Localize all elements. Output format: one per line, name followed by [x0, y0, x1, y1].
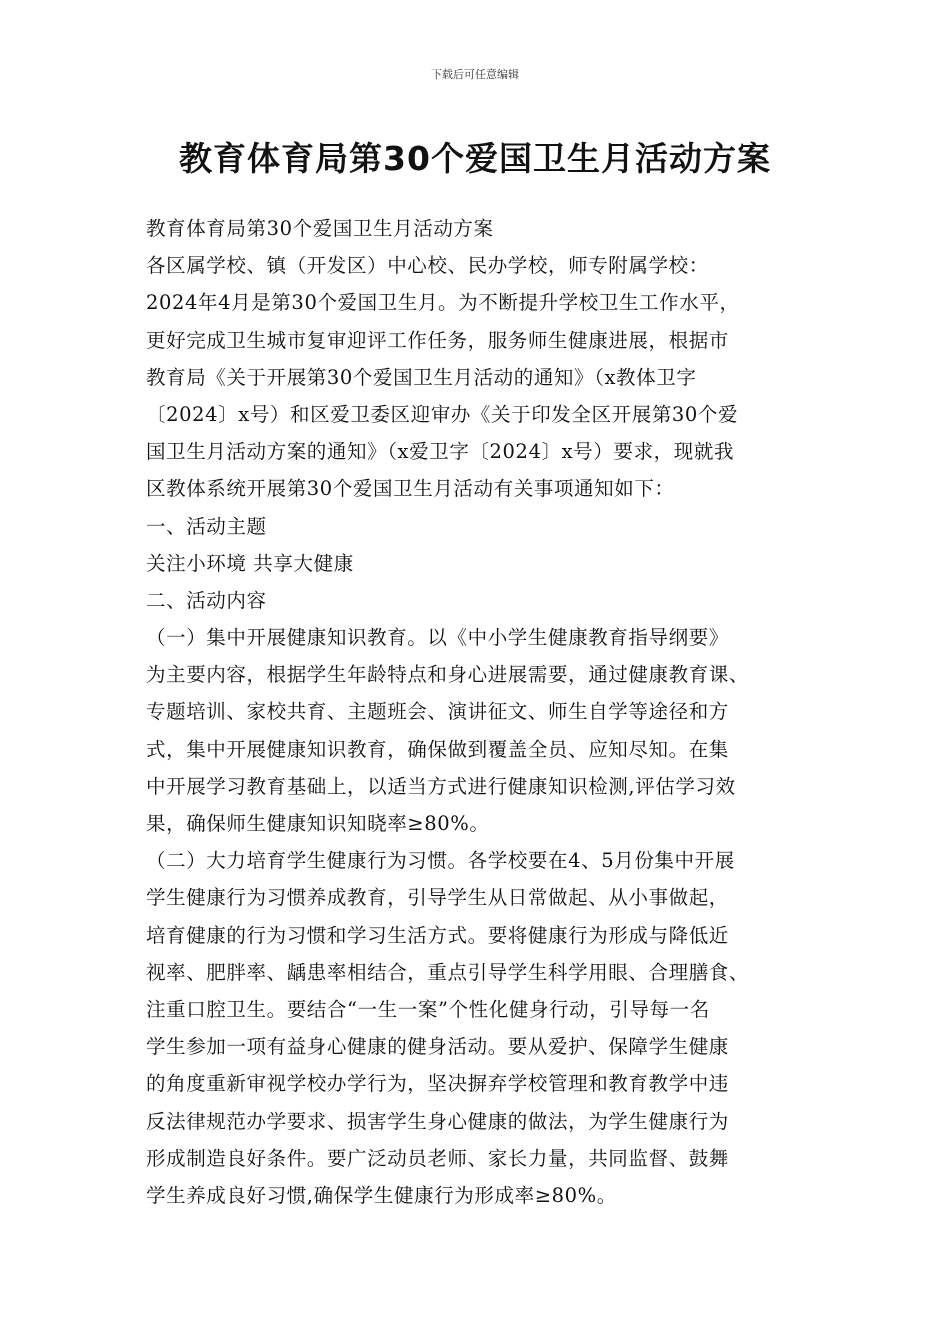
header-note: 下载后可任意编辑: [431, 68, 519, 81]
text-line: 专题培训、家校共育、主题班会、演讲征文、师生自学等途径和方: [146, 700, 729, 724]
text-line: 反法律规范办学要求、损害学生身心健康的做法，为学生健康行为: [146, 1109, 729, 1133]
text-line: 区教体系统开展第30个爱国卫生月活动有关事项通知如下：: [146, 477, 675, 501]
text-line: 的角度重新审视学校办学行为，坚决摒弃学校管理和教育教学中违: [146, 1072, 729, 1096]
text-line: 学生健康行为习惯养成教育，引导学生从日常做起、从小事做起，: [146, 886, 729, 910]
text-line: 教育体育局第30个爱国卫生月活动方案: [146, 217, 494, 240]
text-line: （二）大力培育学生健康行为习惯。各学校要在4、5月份集中开展: [146, 849, 735, 873]
text-line: 式，集中开展健康知识教育，确保做到覆盖全员、应知尽知。在集: [146, 737, 729, 761]
text-line: 视率、肥胖率、龋患率相结合，重点引导学生科学用眼、合理膳食、: [146, 960, 750, 984]
text-line: 关注小环境 共享大健康: [146, 551, 354, 575]
text-line: 果，确保师生健康知识知晓率≥80%。: [146, 812, 490, 835]
text-line: 更好完成卫生城市复审迎评工作任务，服务师生健康进展，根据市: [146, 328, 729, 352]
text-line: （一）集中开展健康知识教育。以《中小学生健康教育指导纲要》: [146, 626, 729, 650]
text-line: 学生养成良好习惯,确保学生健康行为形成率≥80%。: [146, 1183, 617, 1207]
text-line: 国卫生月活动方案的通知》（x爱卫字〔2024〕x号）要求，现就我: [146, 440, 735, 464]
text-line: 〔2024〕x号）和区爱卫委区迎审办《关于印发全区开展第30个爱: [146, 402, 739, 426]
text-line: 培育健康的行为习惯和学习生活方式。要将健康行为形成与降低近: [146, 923, 729, 947]
text-line: 各区属学校、镇（开发区）中心校、民办学校，师专附属学校：: [146, 254, 709, 278]
text-line: 为主要内容，根据学生年龄特点和身心进展需要，通过健康教育课、: [146, 663, 750, 687]
section-heading: 一、活动主题: [146, 514, 267, 538]
text-line: 中开展学习教育基础上，以适当方式进行健康知识检测,评估学习效: [146, 774, 736, 798]
document-body: [146, 210, 818, 1214]
document-title: 教育体育局第30个爱国卫生月活动方案: [179, 139, 771, 178]
text-line: 2024年4月是第30个爱国卫生月。为不断提升学校卫生工作水平，: [146, 291, 740, 315]
text-line: 学生参加一项有益身心健康的健身活动。要从爱护、保障学生健康: [146, 1035, 729, 1059]
text-line: 注重口腔卫生。要结合“一生一案”个性化健身行动，引导每一名: [146, 997, 710, 1021]
text-line: 教育局《关于开展第30个爱国卫生月活动的通知》（x教体卫字: [146, 365, 697, 389]
text-line: 形成制造良好条件。要广泛动员老师、家长力量，共同监督、鼓舞: [146, 1146, 729, 1170]
section-heading: 二、活动内容: [146, 588, 267, 612]
